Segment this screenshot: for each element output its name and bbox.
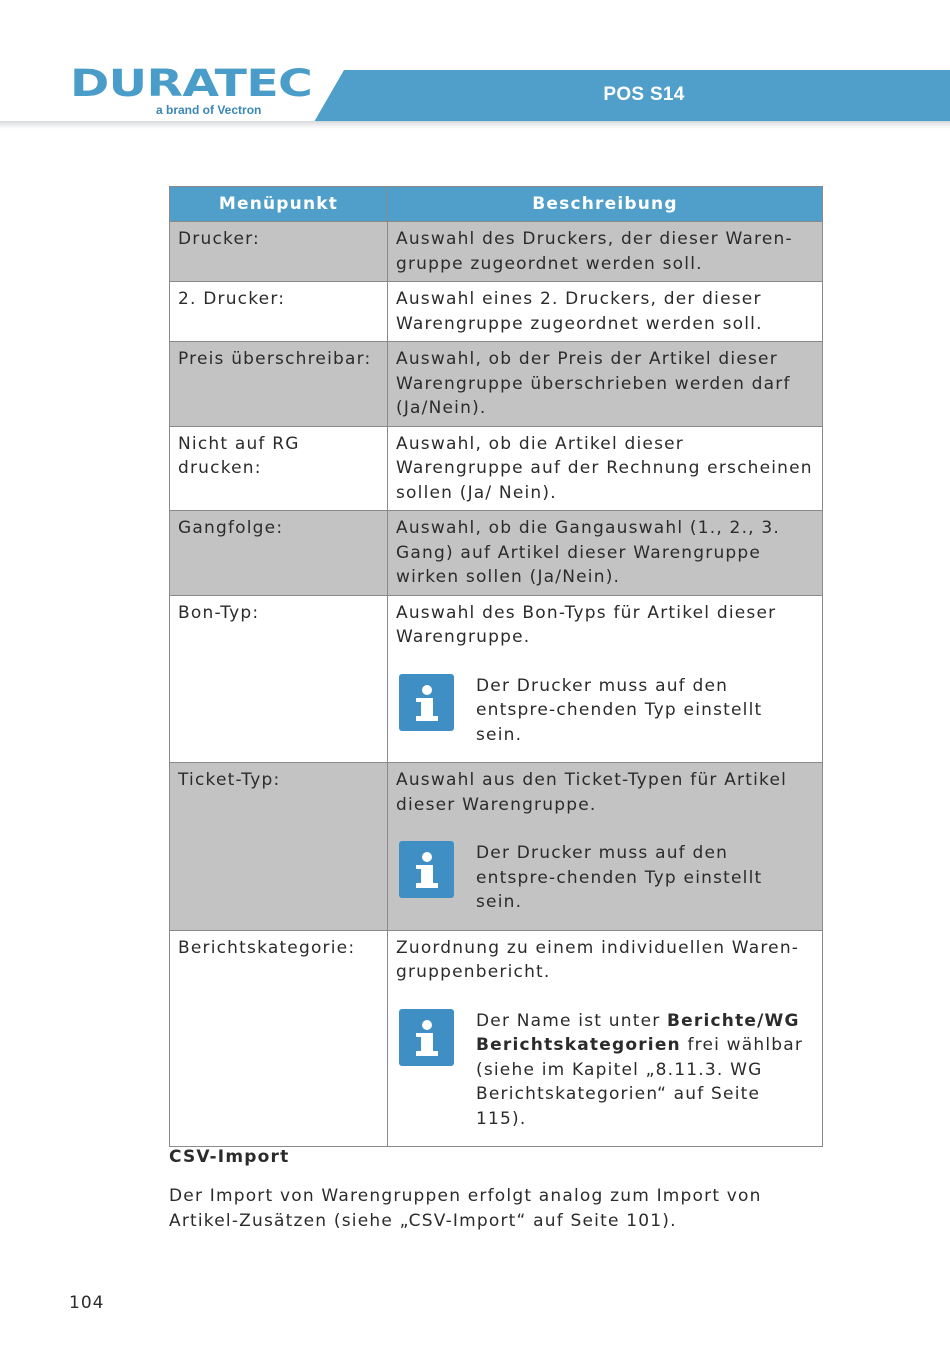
info-note-text-start: Der Name ist unter bbox=[476, 1010, 668, 1031]
table-row bbox=[170, 930, 823, 1147]
table-row bbox=[170, 342, 823, 427]
menu-item-cell: 2. Drucker: bbox=[170, 282, 388, 342]
table-row bbox=[170, 511, 823, 596]
description-cell: Auswahl, ob die Artikel dieser Warengruppe auf der Rechnung erscheinen sollen (Ja/ Nein). bbox=[388, 426, 823, 511]
column-header-menu-item: Menüpunkt bbox=[170, 187, 388, 222]
page-header bbox=[0, 0, 950, 135]
description-cell bbox=[388, 930, 823, 1147]
info-note-text-end: frei wählbar (siehe im Kapitel „8.11.3. WG Berichtskategorien“ auf Seite 115). bbox=[476, 1035, 804, 1129]
menu-item-cell: Preis überschreibar: bbox=[170, 342, 388, 427]
info-note-text bbox=[476, 1009, 814, 1132]
info-icon bbox=[399, 841, 454, 898]
menu-item-cell: Berichtskategorie: bbox=[170, 930, 388, 1147]
info-icon bbox=[399, 1009, 454, 1066]
menu-item-cell: Gangfolge: bbox=[170, 511, 388, 596]
brand-tagline: a brand of Vectron bbox=[156, 103, 262, 117]
menu-item-cell: Drucker: bbox=[170, 222, 388, 282]
brand-wordmark: DURATEC bbox=[70, 62, 313, 105]
description-cell bbox=[388, 595, 823, 763]
description-cell: Auswahl eines 2. Druckers, der dieser Warengruppe zugeordnet werden soll. bbox=[388, 282, 823, 342]
description-cell bbox=[388, 763, 823, 931]
description-text: Auswahl des Bon-Typs für Artikel dieser Warengruppe. bbox=[396, 602, 777, 647]
page-number: 104 bbox=[69, 1293, 105, 1313]
product-title: POS S14 bbox=[603, 84, 685, 105]
section-heading: CSV-Import bbox=[169, 1147, 290, 1167]
description-text: Zuordnung zu einem individuellen Waren-gruppenbericht. bbox=[396, 937, 800, 982]
info-note bbox=[396, 674, 814, 748]
menu-item-table bbox=[169, 186, 823, 1147]
info-note-text: Der Drucker muss auf den entspre-chenden Typ einstellt sein. bbox=[476, 843, 763, 912]
table-header-row bbox=[170, 187, 823, 222]
table-row bbox=[170, 426, 823, 511]
description-cell: Auswahl des Druckers, der dieser Waren-gruppe zugeordnet werden soll. bbox=[388, 222, 823, 282]
header-shadow bbox=[0, 121, 950, 129]
table-row bbox=[170, 222, 823, 282]
table-row bbox=[170, 595, 823, 763]
info-note bbox=[396, 1009, 814, 1132]
menu-item-cell: Bon-Typ: bbox=[170, 595, 388, 763]
description-text: Auswahl aus den Ticket-Typen für Artikel dieser Warengruppe. bbox=[396, 770, 788, 815]
menu-item-cell: Ticket-Typ: bbox=[170, 763, 388, 931]
table-row bbox=[170, 282, 823, 342]
table-row bbox=[170, 763, 823, 931]
info-note bbox=[396, 841, 814, 915]
info-note-text: Der Drucker muss auf den entspre-chenden Typ einstellt sein. bbox=[476, 675, 763, 745]
menu-item-cell: Nicht auf RG drucken: bbox=[170, 426, 388, 511]
column-header-description: Beschreibung bbox=[388, 187, 823, 222]
description-cell: Auswahl, ob der Preis der Artikel dieser Warengruppe überschrieben werden darf (Ja/Nein). bbox=[388, 342, 823, 427]
brand-logo bbox=[70, 62, 313, 122]
section-paragraph: Der Import von Warengruppen erfolgt analog zum Import von Artikel-Zusätzen (siehe „CSV-Import“ auf Seite 101). bbox=[169, 1186, 762, 1231]
menu-path-reference: Berichte/WG Berichtskategorien bbox=[476, 1010, 800, 1055]
info-icon bbox=[399, 674, 454, 731]
description-cell: Auswahl, ob die Gangauswahl (1., 2., 3. Gang) auf Artikel dieser Warengruppe wirken sollen (Ja/Nein). bbox=[388, 511, 823, 596]
